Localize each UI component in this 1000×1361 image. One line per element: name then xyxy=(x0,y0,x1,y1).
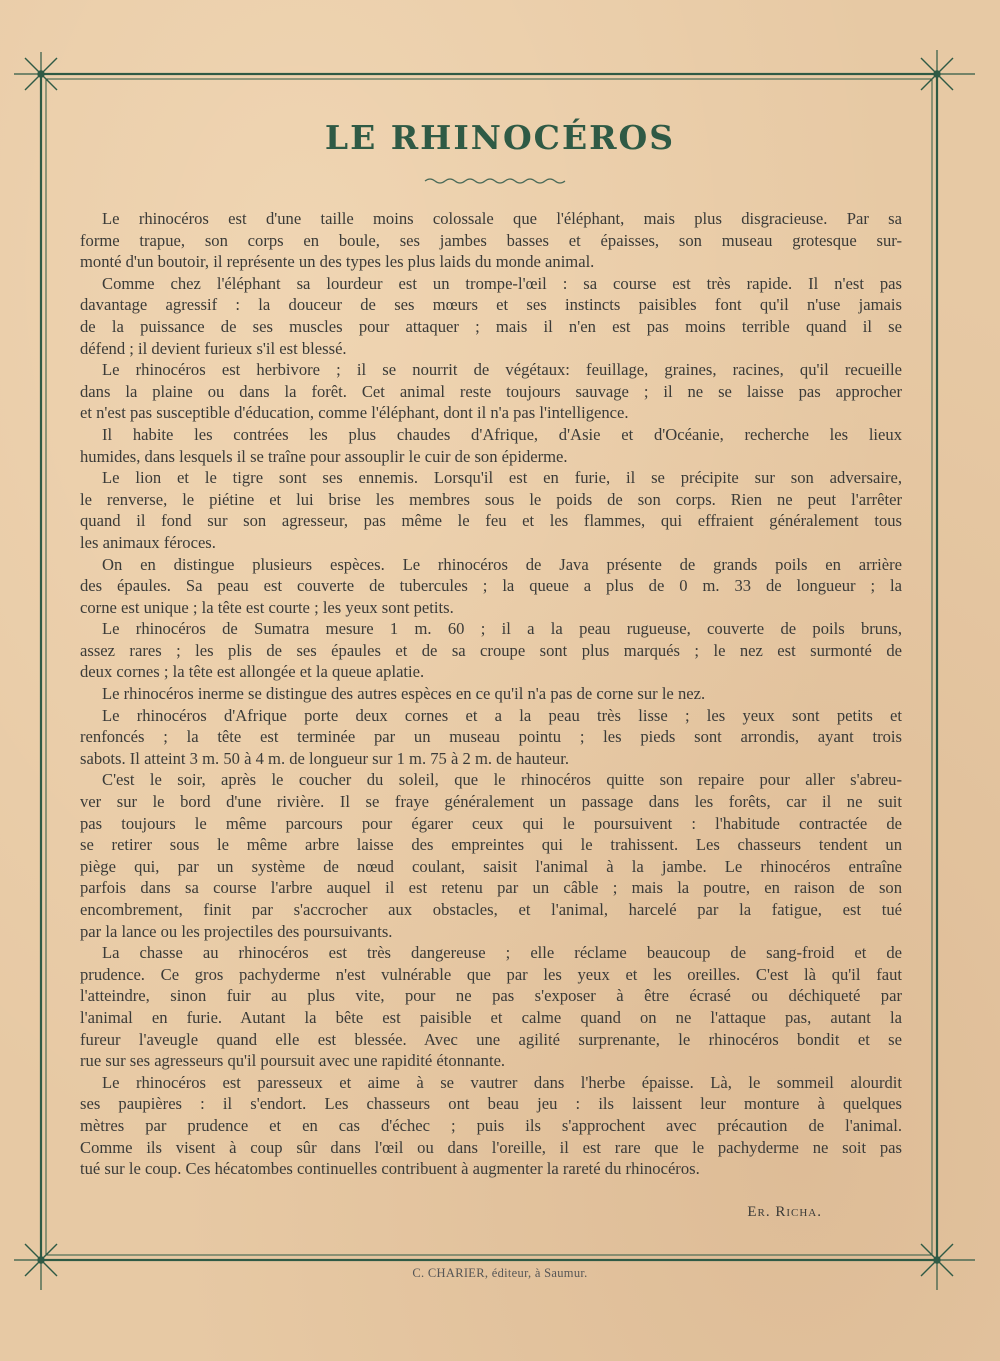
text-line: corne est unique ; la tête est courte ; les yeux sont petits. xyxy=(80,597,454,617)
text-line: quand il fond sur son agresseur, pas même le feu et les flammes, qui effraient généralement tous xyxy=(80,511,902,531)
corner-ornament-icon xyxy=(921,58,953,90)
text-line: ses paupières : il s'endort. Les chasseurs ont beau jeu : ils laissent leur monture à quelques xyxy=(80,1094,902,1114)
text-line: tué sur le coup. Ces hécatombes continuelles contribuent à augmenter la rareté du rhinocéros. xyxy=(80,1159,700,1179)
text-line: Le rhinocéros inerme se distingue des autres espèces en ce qu'il n'a pas de corne sur le nez. xyxy=(102,684,706,704)
text-line: mètres par prudence et en cas d'échec ; puis ils s'approchent avec précaution de l'animal. xyxy=(80,1115,902,1135)
text-line: Il habite les contrées les plus chaudes d'Afrique, d'Asie et d'Océanie, recherche les lieux xyxy=(102,424,902,444)
text-line: sabots. Il atteint 3 m. 50 à 4 m. de longueur sur 1 m. 75 à 2 m. de hauteur. xyxy=(80,748,569,768)
text-line: et n'est pas susceptible d'éducation, comme l'éléphant, dont il n'a pas l'intelligence. xyxy=(80,403,629,423)
text-line: fureur l'aveugle quand elle est blessée. Avec une agilité surprenante, le rhinocéros bondit et se xyxy=(80,1029,902,1049)
text-line: On en distingue plusieurs espèces. Le rhinocéros de Java présente de grands poils en arrière xyxy=(102,554,902,574)
text-line: deux cornes ; la tête est allongée et la queue aplatie. xyxy=(80,662,425,682)
article-body xyxy=(80,208,902,1180)
text-line: forme trapue, son corps en boule, ses jambes basses et épaisses, son museau grotesque sur- xyxy=(80,230,902,250)
text-line: rue sur ses agresseurs qu'il poursuit avec une rapidité étonnante. xyxy=(80,1051,506,1071)
text-line: l'atteindre, sinon fuir au plus vite, pour ne pas s'exposer à être écrasé ou déchiqueté par xyxy=(80,986,902,1006)
title-swash-icon xyxy=(425,179,565,183)
text-line: C'est le soir, après le coucher du soleil, que le rhinocéros quitte son repaire pour aller s'abreu- xyxy=(102,770,902,790)
text-line: ver sur le bord d'une rivière. Il se fraye généralement un passage dans les forêts, car il ne suit xyxy=(80,792,902,812)
author-signature: Er. Richa. xyxy=(747,1204,822,1220)
text-line: pas toujours le même parcours pour égarer ceux qui le poursuivent : l'habitude contractée de xyxy=(80,813,902,833)
text-line: Le rhinocéros est d'une taille moins colossale que l'éléphant, mais plus disgracieuse. Par sa xyxy=(102,209,902,228)
text-line: Le rhinocéros d'Afrique porte deux cornes et a la peau très lisse ; les yeux sont petits et xyxy=(102,705,902,725)
text-line: prudence. Ce gros pachyderme n'est vulnérable que par les yeux et les oreilles. C'est là qu'il faut xyxy=(80,964,902,984)
text-line: La chasse au rhinocéros est très dangereuse ; elle réclame beaucoup de sang-froid et de xyxy=(102,943,902,963)
text-line: piège qui, par un système de nœud coulant, saisit l'animal à la jambe. Le rhinocéros entraîne xyxy=(80,856,902,876)
text-line: les animaux féroces. xyxy=(80,532,216,552)
text-line: le renverse, le piétine et lui brise les membres sous le poids de son corps. Rien ne peut l'arrêter xyxy=(80,489,902,509)
text-line: Comme ils visent à coup sûr dans l'œil ou dans l'oreille, il est rare que le pachyderme ne soit pas xyxy=(80,1137,902,1157)
text-line: encombrement, finit par s'accrocher aux obstacles, et l'animal, harcelé par la fatigue, est tué xyxy=(80,900,902,919)
publisher-footer: C. CHARIER, éditeur, à Saumur. xyxy=(412,1266,588,1280)
text-line: se retirer sous le même arbre laisse des empreintes qui le trahissent. Les chasseurs tendent un xyxy=(80,835,902,855)
text-line: davantage agressif : la douceur de ses mœurs et ses instincts paisibles font qu'il n'use jamais xyxy=(80,295,902,315)
page-title: LE RHINOCÉROS xyxy=(324,118,676,157)
corner-ornament-icon xyxy=(25,58,57,90)
text-line: par la lance ou les projectiles des poursuivants. xyxy=(80,921,393,941)
text-line: Le rhinocéros de Sumatra mesure 1 m. 60 ; il a la peau rugueuse, couverte de poils bruns, xyxy=(102,619,902,639)
text-line: l'animal en furie. Autant la bête est paisible et calme quand on ne l'attaque pas, autant la xyxy=(80,1007,902,1027)
text-line: des épaules. Sa peau est couverte de tubercules ; la queue a plus de 0 m. 33 de longueur ; la xyxy=(80,576,902,596)
text-line: parfois dans sa course l'arbre auquel il est retenu par un câble ; mais la poutre, en raison de son xyxy=(80,878,902,898)
text-line: Le rhinocéros est herbivore ; il se nourrit de végétaux: feuillage, graines, racines, qu'il recueille xyxy=(102,360,902,380)
text-line: défend ; il devient furieux s'il est blessé. xyxy=(80,338,347,358)
text-line: monté d'un boutoir, il représente un des types les plus laids du monde animal. xyxy=(80,252,595,272)
text-line: Comme chez l'éléphant sa lourdeur est un trompe-l'œil : sa course est très rapide. Il n'est pas xyxy=(102,273,902,293)
text-line: de la puissance de ses muscles pour attaquer ; mais il n'en est pas moins terrible quand il se xyxy=(80,316,902,336)
text-line: assez rares ; les plis de ses épaules et de sa croupe sont plus marqués ; le nez est surmonté de xyxy=(80,640,902,660)
text-line: Le lion et le tigre sont ses ennemis. Lorsqu'il est en furie, il se précipite sur son adversaire, xyxy=(102,468,902,488)
text-line: dans la plaine ou dans la forêt. Cet animal reste toujours sauvage ; il ne se laisse pas approcher xyxy=(80,381,902,401)
text-line: humides, dans lesquels il se traîne pour assouplir le cuir de son épiderme. xyxy=(80,446,568,466)
text-line: renfoncés ; la tête est terminée par un museau pointu ; les pieds sont arrondis, ayant trois xyxy=(80,727,902,747)
text-line: Le rhinocéros est paresseux et aime à se vautrer dans l'herbe épaisse. Là, le sommeil alourdit xyxy=(102,1072,902,1092)
